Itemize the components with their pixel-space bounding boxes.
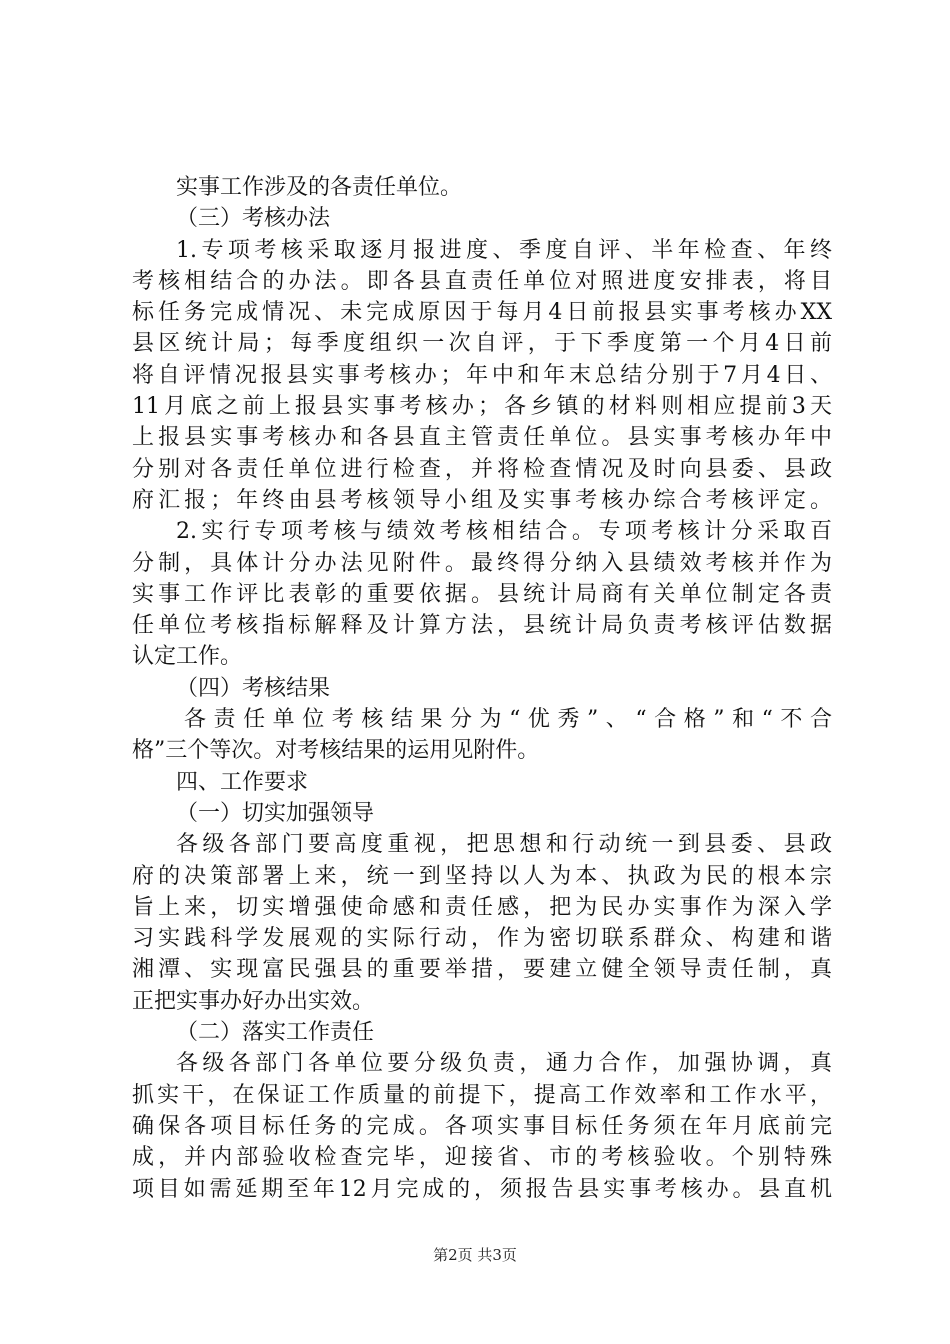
text-line: 习实践科学发展观的实际行动，作为密切联系群众、构建和谐 — [132, 926, 832, 952]
text-line: 2.实行专项考核与绩效考核相结合。专项考核计分采取百 — [176, 519, 832, 545]
text-line: 格”三个等次。对考核结果的运用见附件。 — [132, 738, 540, 764]
text-line: 府汇报；年终由县考核领导小组及实事考核办综合考核评定。 — [132, 487, 832, 513]
text-line: 11月底之前上报县实事考核办；各乡镇的材料则相应提前3天 — [132, 394, 832, 420]
text-line: （三）考核办法 — [176, 206, 331, 232]
text-line: 上报县实事考核办和各县直主管责任单位。县实事考核办年中 — [132, 425, 832, 451]
text-line: 标任务完成情况、未完成原因于每月4日前报县实事考核办XX — [132, 300, 832, 326]
text-line: 湘潭、实现富民强县的重要举措，要建立健全领导责任制，真 — [132, 957, 832, 983]
text-line: （四）考核结果 — [176, 675, 331, 701]
text-line: 县区统计局；每季度组织一次自评，于下季度第一个月4日前 — [132, 331, 832, 357]
text-line: 任单位考核指标解释及计算方法，县统计局负责考核评估数据 — [132, 613, 832, 639]
text-line: 确保各项目标任务的完成。各项实事目标任务须在年月底前完 — [132, 1113, 832, 1139]
text-line: （一）切实加强领导 — [176, 800, 375, 826]
text-line: 各级各部门要高度重视，把思想和行动统一到县委、县政 — [176, 832, 832, 858]
text-line: 实事工作评比表彰的重要依据。县统计局商有关单位制定各责 — [132, 581, 832, 607]
text-line: 考核相结合的办法。即各县直责任单位对照进度安排表，将目 — [132, 268, 832, 294]
text-line: 实事工作涉及的各责任单位。 — [176, 175, 463, 200]
text-line: 分制，具体计分办法见附件。最终得分纳入县绩效考核并作为 — [132, 550, 832, 576]
page-number-footer: 第2页 共3页 — [433, 1246, 517, 1264]
text-line: （二）落实工作责任 — [176, 1020, 375, 1046]
text-line: 各级各部门各单位要分级负责，通力合作，加强协调，真 — [176, 1051, 832, 1077]
text-line: 项目如需延期至年12月完成的，须报告县实事考核办。县直机 — [132, 1176, 832, 1202]
text-line: 正把实事办好办出实效。 — [132, 988, 375, 1014]
document-body — [132, 172, 832, 1205]
text-line: 认定工作。 — [132, 644, 243, 670]
text-line: 旨上来，切实增强使命感和责任感，把为民办实事作为深入学 — [132, 894, 832, 920]
text-line: 成，并内部验收检查完毕，迎接省、市的考核验收。个别特殊 — [132, 1145, 832, 1171]
text-line: 四、工作要求 — [176, 769, 309, 795]
text-line: 各责任单位考核结果分为“优秀”、“合格”和“不合 — [184, 707, 832, 733]
text-line: 分别对各责任单位进行检查，并将检查情况及时向县委、县政 — [132, 456, 832, 482]
text-line: 1.专项考核采取逐月报进度、季度自评、半年检查、年终 — [176, 237, 832, 263]
text-line: 抓实干，在保证工作质量的前提下，提高工作效率和工作水平， — [132, 1082, 832, 1108]
text-line: 府的决策部署上来，统一到坚持以人为本、执政为民的根本宗 — [132, 863, 832, 889]
text-line: 将自评情况报县实事考核办；年中和年末总结分别于7月4日、 — [132, 362, 832, 388]
